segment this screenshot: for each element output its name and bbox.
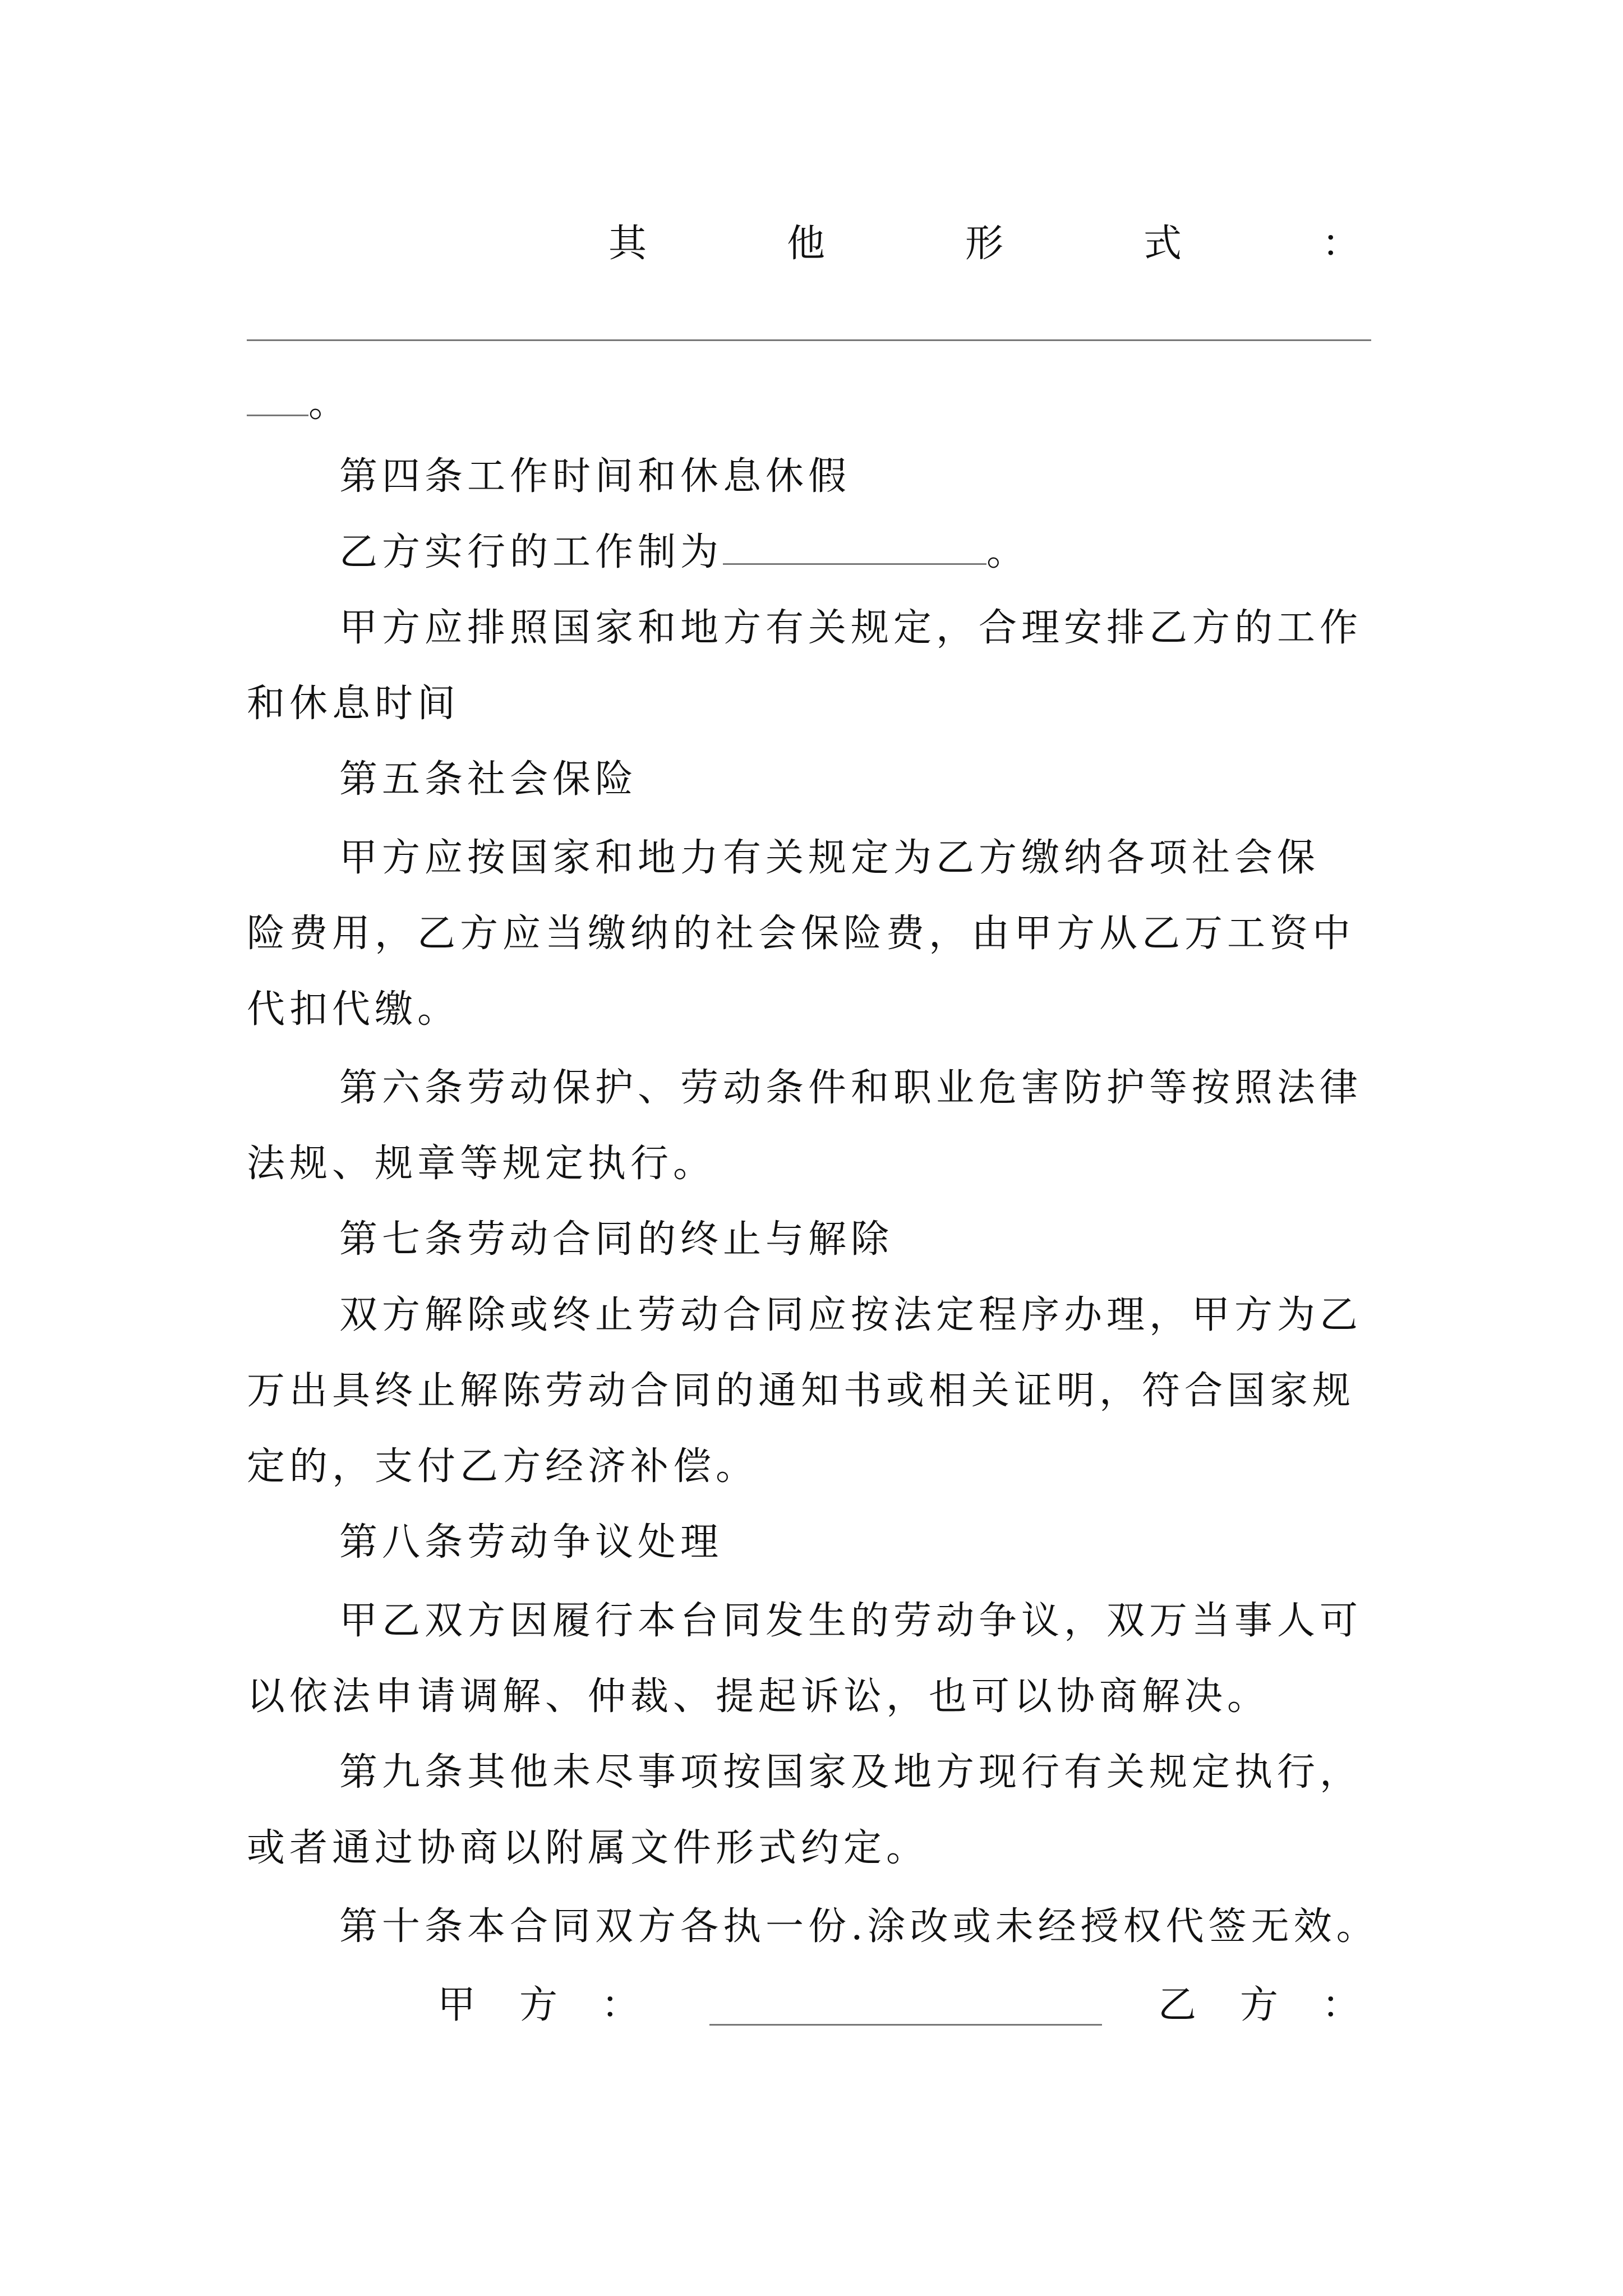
article6-line2: 法规、规章等规定执行。 [247,1142,716,1186]
article4-work-system [339,524,1029,581]
party-b-char: 方 [1239,1983,1278,2027]
party-a-signature-line [709,2024,1102,2026]
other-form-end-mark: 。 [308,381,352,426]
article7-line2: 万出具终止解陈劳动合同的通知书或相关证明，符合国家规 [247,1369,1355,1413]
article4-paragraph-line1: 甲方应排照国家和地方有关规定，合理安排乙方的工作 [339,606,1363,650]
other-form-char: 形 [965,222,1003,266]
article5-title: 第五条社会保险 [339,757,638,802]
other-form-blank-line [247,339,1371,341]
article8-line1: 甲乙双方因履行本台同发生的劳动争议，双万当事人可 [339,1599,1363,1643]
article5-line3: 代扣代缴。 [247,987,460,1032]
other-form-char: ： [1321,222,1360,266]
party-b-char: 乙 [1158,1983,1197,2027]
article7-line3: 定的，支付乙方经济补偿。 [247,1444,759,1489]
other-form-blank-end [247,376,351,432]
article4-paragraph-line2: 和休息时间 [247,682,460,726]
article9-line2: 或者通过协商以附属文件形式约定。 [247,1826,929,1870]
article5-line1: 甲方应按国家和地力有关规定为乙方缴纳各项社会保 [339,836,1320,880]
party-a-char: 甲 [437,1983,476,2027]
other-form-char: 他 [786,222,825,266]
article8-title: 第八条劳动争议处理 [339,1520,723,1565]
party-a-label [437,1977,639,2033]
other-form-char: 其 [608,222,647,266]
article9-line1: 第九条其他未尽事项按国家及地方现行有关规定执行， [339,1750,1363,1795]
other-form-label [608,216,1360,272]
article7-title: 第七条劳动合同的终止与解除 [339,1217,894,1262]
article4-work-system-end: 。 [986,530,1030,574]
article4-work-system-label: 乙方实行的工作制为 [339,530,723,574]
party-b-label [1158,1977,1360,2033]
party-a-char: ： [601,1983,639,2027]
article8-line2: 以依法申请调解、仲裁、提起诉讼，也可以协商解决。 [247,1674,1270,1719]
other-form-blank-short [247,381,308,416]
party-a-char: 方 [519,1983,557,2027]
other-form-char: 式 [1143,222,1182,266]
article10-line1: 第十条本合同双方各执一份.涂改或未经授权代签无效。 [339,1904,1379,1949]
article6-line1: 第六条劳动保护、劳动条件和职业危害防护等按照法律 [339,1066,1363,1110]
article7-line1: 双方解除或终止劳动合同应按法定程序办理，甲方为乙 [339,1293,1363,1337]
work-system-blank [723,530,986,565]
party-b-char: ： [1321,1983,1360,2027]
article5-line2: 险费用，乙方应当缴纳的社会保险费，由甲方从乙万工资中 [247,912,1355,956]
article4-title: 第四条工作时间和休息休假 [339,454,851,499]
